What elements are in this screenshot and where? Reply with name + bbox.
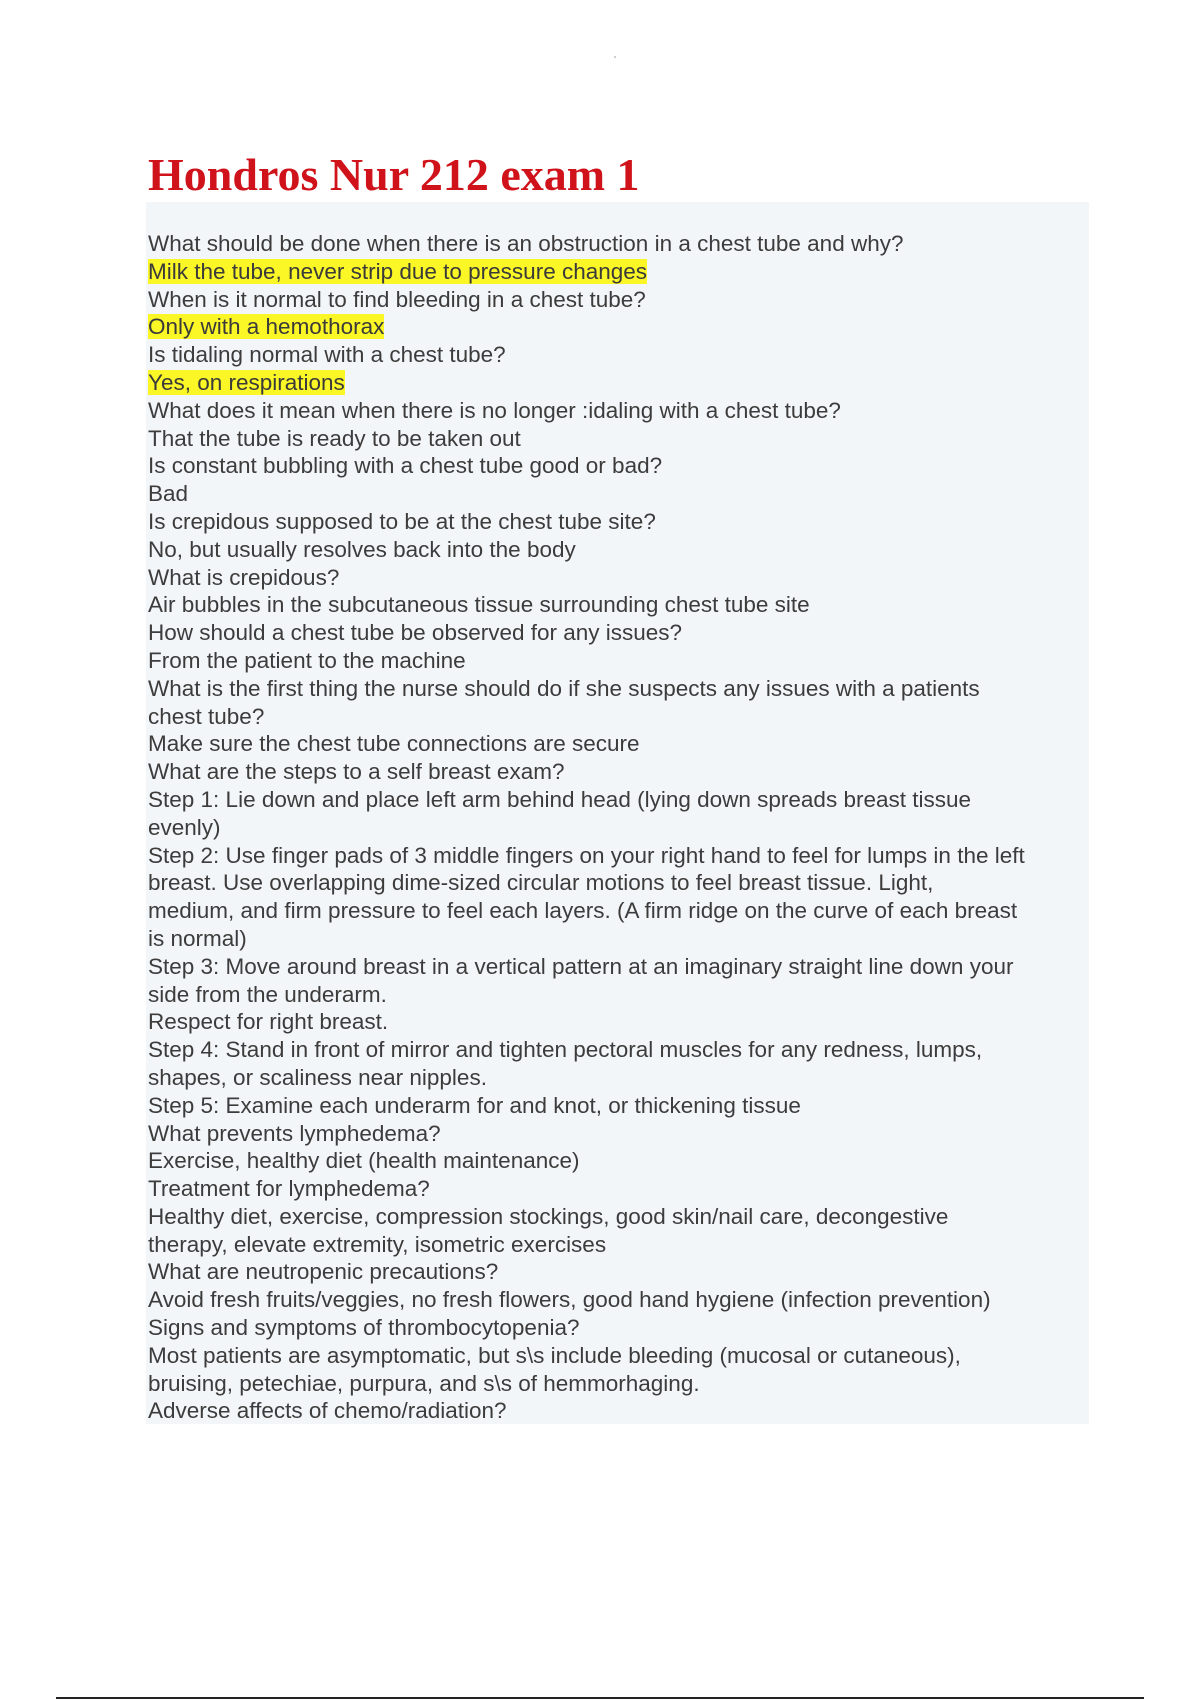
line-text: What are the steps to a self breast exam? — [148, 759, 565, 785]
text-line — [148, 758, 1089, 786]
page-bottom-rule — [56, 1697, 1144, 1699]
line-text: therapy, elevate extremity, isometric exercises — [148, 1231, 607, 1257]
line-text: Step 3: Move around breast in a vertical pattern at an imaginary straight line down your — [148, 953, 1014, 979]
line-text: Step 4: Stand in front of mirror and tighten pectoral muscles for any redness, lumps, — [148, 1037, 983, 1063]
text-line — [148, 1036, 1089, 1064]
line-text: Treatment for lymphedema? — [148, 1176, 430, 1202]
line-text: Air bubbles in the subcutaneous tissue surrounding chest tube site — [148, 592, 810, 618]
line-text: That the tube is ready to be taken out — [148, 425, 521, 451]
highlighted-answer: Milk the tube, never strip due to pressure changes — [148, 258, 648, 284]
text-line — [148, 1064, 1089, 1092]
line-text: When is it normal to find bleeding in a chest tube? — [148, 286, 646, 312]
text-line — [148, 286, 1089, 314]
line-text: Most patients are asymptomatic, but s\s include bleeding (mucosal or cutaneous), — [148, 1342, 961, 1368]
text-line — [148, 369, 1089, 397]
line-text: Adverse affects of chemo/radiation? — [148, 1398, 507, 1424]
text-line — [148, 981, 1089, 1009]
text-line — [148, 341, 1089, 369]
text-line — [148, 1092, 1089, 1120]
text-line — [148, 953, 1089, 981]
text-line — [148, 786, 1089, 814]
line-text: Is constant bubbling with a chest tube good or bad? — [148, 453, 663, 479]
line-text: Make sure the chest tube connections are secure — [148, 731, 640, 757]
text-line — [148, 869, 1089, 897]
text-line — [148, 1008, 1089, 1036]
text-line — [148, 1120, 1089, 1148]
line-text: medium, and firm pressure to feel each layers. (A firm ridge on the curve of each breast — [148, 898, 1018, 924]
line-text: What are neutropenic precautions? — [148, 1259, 499, 1285]
line-text: Exercise, healthy diet (health maintenance) — [148, 1148, 580, 1174]
line-text: is normal) — [148, 925, 247, 951]
line-text: Avoid fresh fruits/veggies, no fresh flowers, good hand hygiene (infection prevention) — [148, 1287, 991, 1313]
text-line — [148, 536, 1089, 564]
line-text: What does it mean when there is no longer :idaling with a chest tube? — [148, 397, 841, 423]
line-text: shapes, or scaliness near nipples. — [148, 1064, 487, 1090]
text-line — [148, 1147, 1089, 1175]
text-line — [148, 397, 1089, 425]
text-line — [148, 480, 1089, 508]
text-line — [148, 313, 1089, 341]
line-text: Is tidaling normal with a chest tube? — [148, 342, 506, 368]
text-line — [148, 1370, 1089, 1398]
text-line — [148, 647, 1089, 675]
line-text: How should a chest tube be observed for any issues? — [148, 620, 683, 646]
text-line — [148, 230, 1089, 258]
line-text: From the patient to the machine — [148, 647, 466, 673]
highlighted-answer: Only with a hemothorax — [148, 314, 385, 340]
line-text: Step 2: Use finger pads of 3 middle fingers on your right hand to feel for lumps in the left — [148, 842, 1025, 868]
line-text: Signs and symptoms of thrombocytopenia? — [148, 1315, 580, 1341]
line-text: What prevents lymphedema? — [148, 1120, 441, 1146]
scan-speck — [614, 56, 616, 58]
line-text: What is crepidous? — [148, 564, 340, 590]
text-line — [148, 675, 1089, 703]
text-line — [148, 1314, 1089, 1342]
highlighted-answer: Yes, on respirations — [148, 369, 345, 395]
line-text: What is the first thing the nurse should do if she suspects any issues with a patients — [148, 675, 980, 701]
text-line — [148, 1175, 1089, 1203]
text-line — [148, 1397, 1089, 1425]
text-line — [148, 814, 1089, 842]
text-line — [148, 1258, 1089, 1286]
line-text: breast. Use overlapping dime-sized circular motions to feel breast tissue. Light, — [148, 870, 934, 896]
text-line — [148, 1231, 1089, 1259]
text-line — [148, 1203, 1089, 1231]
document-body — [146, 202, 1089, 1424]
text-line — [148, 258, 1089, 286]
text-line — [148, 925, 1089, 953]
line-text: side from the underarm. — [148, 981, 387, 1007]
line-text: bruising, petechiae, purpura, and s\s of hemmorhaging. — [148, 1370, 700, 1396]
text-line — [148, 1342, 1089, 1370]
line-text: No, but usually resolves back into the body — [148, 536, 576, 562]
line-text: Respect for right breast. — [148, 1009, 389, 1035]
text-line — [148, 703, 1089, 731]
text-line — [148, 897, 1089, 925]
text-line — [148, 425, 1089, 453]
line-text: chest tube? — [148, 703, 265, 729]
text-line — [148, 508, 1089, 536]
line-text: Step 5: Examine each underarm for and knot, or thickening tissue — [148, 1092, 801, 1118]
line-text: Bad — [148, 481, 189, 507]
document-title: Hondros Nur 212 exam 1 — [148, 149, 640, 200]
line-text: evenly) — [148, 814, 221, 840]
text-line — [148, 1286, 1089, 1314]
line-text: What should be done when there is an obstruction in a chest tube and why? — [148, 231, 904, 256]
text-line — [148, 452, 1089, 480]
text-line — [148, 564, 1089, 592]
line-text: Step 1: Lie down and place left arm behind head (lying down spreads breast tissue — [148, 786, 972, 812]
line-text: Is crepidous supposed to be at the chest tube site? — [148, 508, 656, 534]
text-line — [148, 591, 1089, 619]
line-text: Healthy diet, exercise, compression stockings, good skin/nail care, decongestive — [148, 1203, 949, 1229]
text-line — [148, 730, 1089, 758]
text-line — [148, 842, 1089, 870]
text-line — [148, 619, 1089, 647]
